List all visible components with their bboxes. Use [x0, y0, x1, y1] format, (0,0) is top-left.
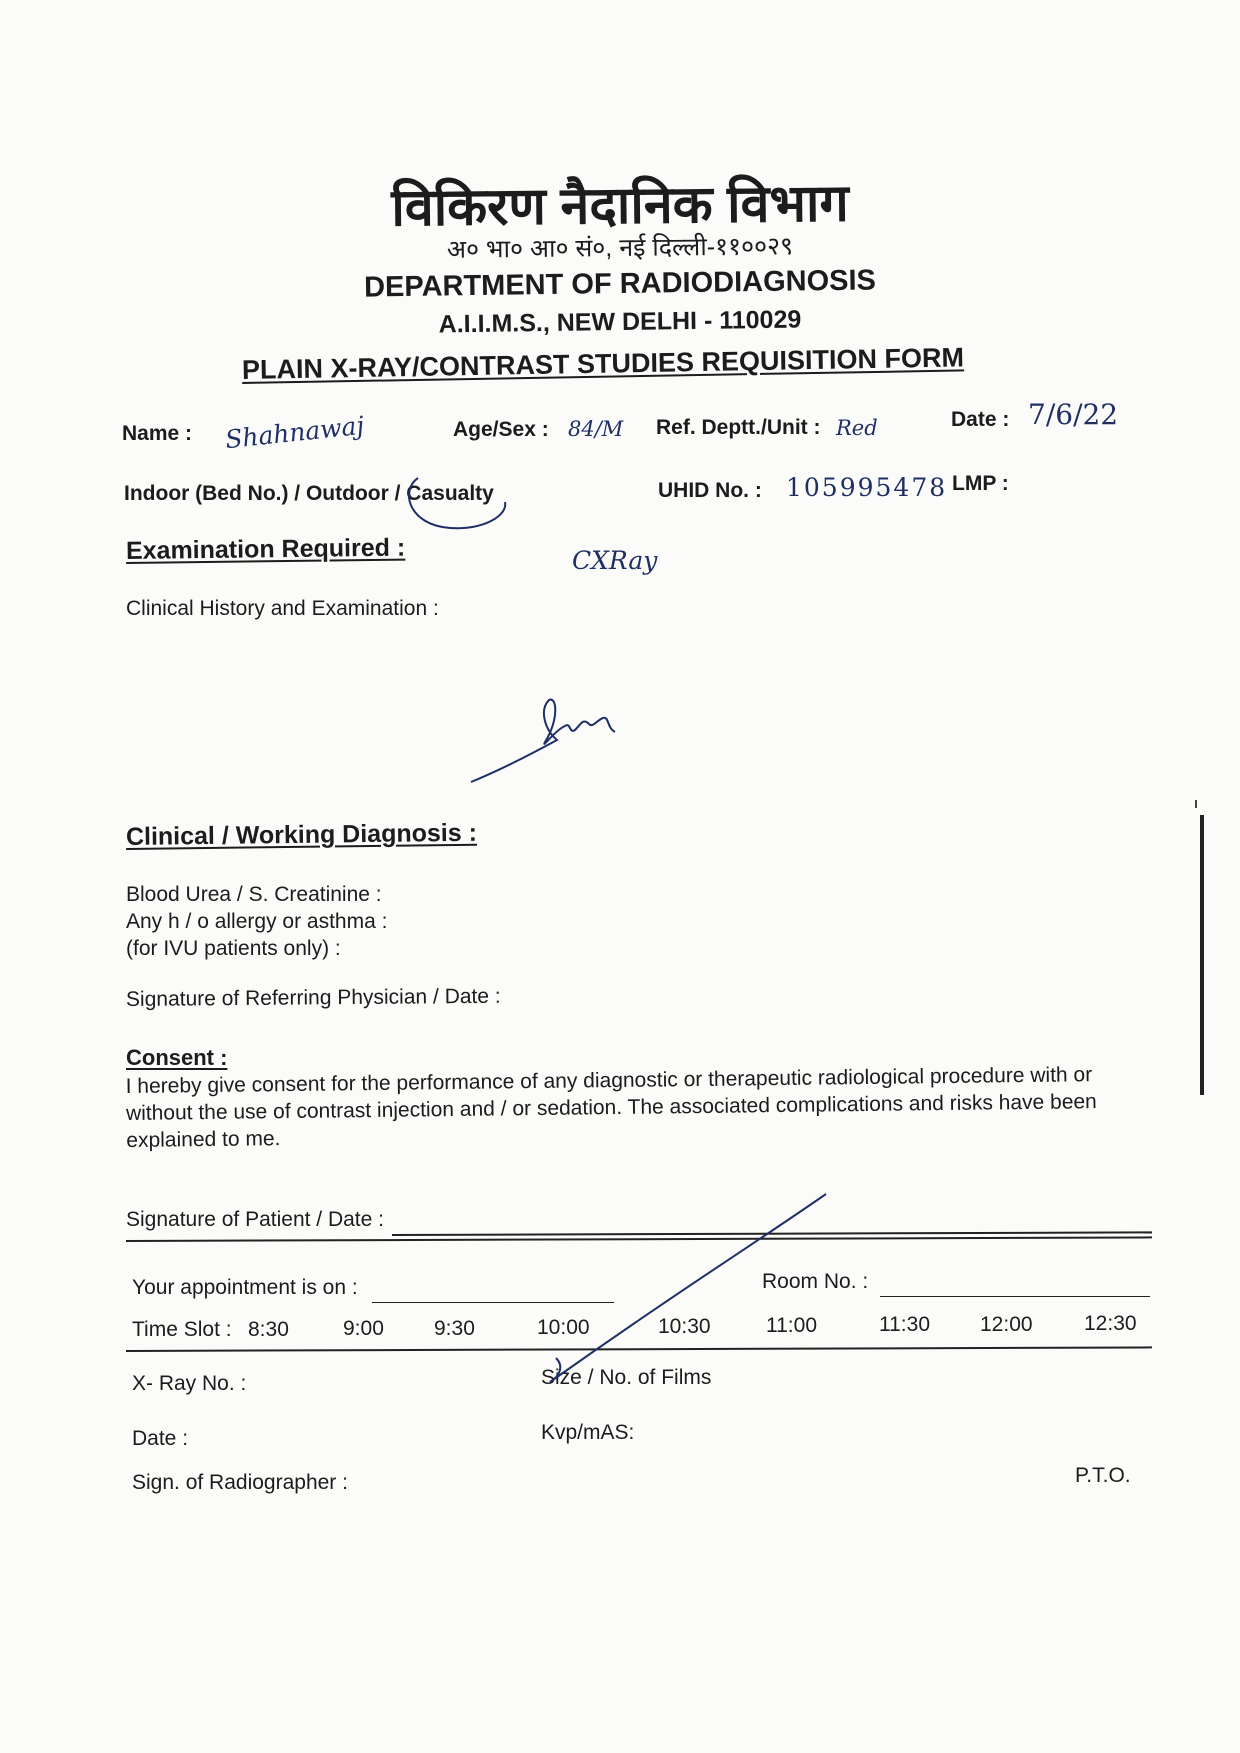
- time-slot-label: Time Slot :: [132, 1318, 232, 1341]
- name-field[interactable]: Shahnawaj: [223, 410, 366, 455]
- form-title: PLAIN X-RAY/CONTRAST STUDIES REQUISITION FORM: [241, 342, 965, 385]
- ref-dept-label: Ref. Deptt./Unit :: [656, 416, 821, 439]
- radiographer-sign-label: Sign. of Radiographer :: [132, 1471, 348, 1494]
- consent-heading: Consent :: [126, 1045, 228, 1070]
- time-slot-8-30[interactable]: 8:30: [248, 1318, 289, 1341]
- uhid-field[interactable]: 105995478: [786, 473, 948, 502]
- examination-field[interactable]: CXRay: [572, 546, 658, 575]
- age-sex-field[interactable]: 84/M: [568, 417, 624, 441]
- diagnosis-heading: Clinical / Working Diagnosis :: [125, 818, 478, 851]
- time-slot-9-00[interactable]: 9:00: [343, 1317, 384, 1340]
- xray-no-label: X- Ray No. :: [132, 1372, 247, 1395]
- size-films-label: Size / No. of Films: [541, 1366, 712, 1389]
- ref-dept-field[interactable]: Red: [836, 416, 878, 440]
- hindi-title: विकिरण नैदानिक विभाग: [391, 174, 850, 238]
- hindi-subtitle: अ० भा० आ० सं०, नई दिल्ली-११००२९: [446, 232, 794, 264]
- physician-signature-image: [465, 690, 635, 790]
- date-radiographer-label: Date :: [132, 1427, 189, 1450]
- time-slot-12-00[interactable]: 12:00: [980, 1313, 1033, 1336]
- scan-edge-bar: [1200, 815, 1204, 1095]
- diagonal-pen-stroke: [530, 1190, 850, 1390]
- room-no-label: Room No. :: [762, 1270, 869, 1293]
- date-label: Date :: [951, 408, 1010, 431]
- time-slot-12-30[interactable]: 12:30: [1084, 1312, 1137, 1335]
- clinical-history-label: Clinical History and Examination :: [126, 597, 439, 620]
- time-slot-11-00[interactable]: 11:00: [766, 1314, 817, 1337]
- pto-label: P.T.O.: [1075, 1464, 1131, 1487]
- ivu-note-label: (for IVU patients only) :: [126, 937, 341, 960]
- room-no-line[interactable]: [880, 1296, 1150, 1297]
- time-slot-9-30[interactable]: 9:30: [434, 1317, 475, 1340]
- time-slot-10-00[interactable]: 10:00: [537, 1316, 590, 1339]
- patient-signature-label: Signature of Patient / Date :: [126, 1208, 384, 1231]
- time-slot-11-30[interactable]: 11:30: [879, 1313, 930, 1336]
- examination-heading: Examination Required :: [125, 533, 406, 565]
- indoor-outdoor-casualty-label: Indoor (Bed No.) / Outdoor / Casualty: [124, 482, 494, 505]
- consent-text: I hereby give consent for the performance of any diagnostic or therapeutic radiological procedure with or without the use of contrast injection and / or sedation. The associated complications and risks have been explained to me.: [125, 1063, 1097, 1152]
- kvp-mas-label: Kvp/mAS:: [541, 1421, 635, 1444]
- casualty-circle-mark: [400, 470, 515, 540]
- name-label: Name :: [122, 422, 193, 445]
- lmp-label: LMP :: [952, 472, 1009, 495]
- age-sex-label: Age/Sex :: [453, 418, 549, 441]
- scan-edge-dot: [1195, 800, 1197, 808]
- appointment-label: Your appointment is on :: [132, 1276, 358, 1299]
- date-field[interactable]: 7/6/22: [1028, 398, 1119, 431]
- department-address: A.I.I.M.S., NEW DELHI - 110029: [438, 305, 802, 339]
- department-title: DEPARTMENT OF RADIODIAGNOSIS: [363, 264, 877, 304]
- uhid-label: UHID No. :: [658, 479, 762, 502]
- blood-urea-label: Blood Urea / S. Creatinine :: [126, 883, 382, 906]
- referring-signature-label: Signature of Referring Physician / Date :: [125, 984, 501, 1011]
- allergy-label: Any h / o allergy or asthma :: [126, 910, 388, 933]
- time-slot-10-30[interactable]: 10:30: [658, 1315, 711, 1338]
